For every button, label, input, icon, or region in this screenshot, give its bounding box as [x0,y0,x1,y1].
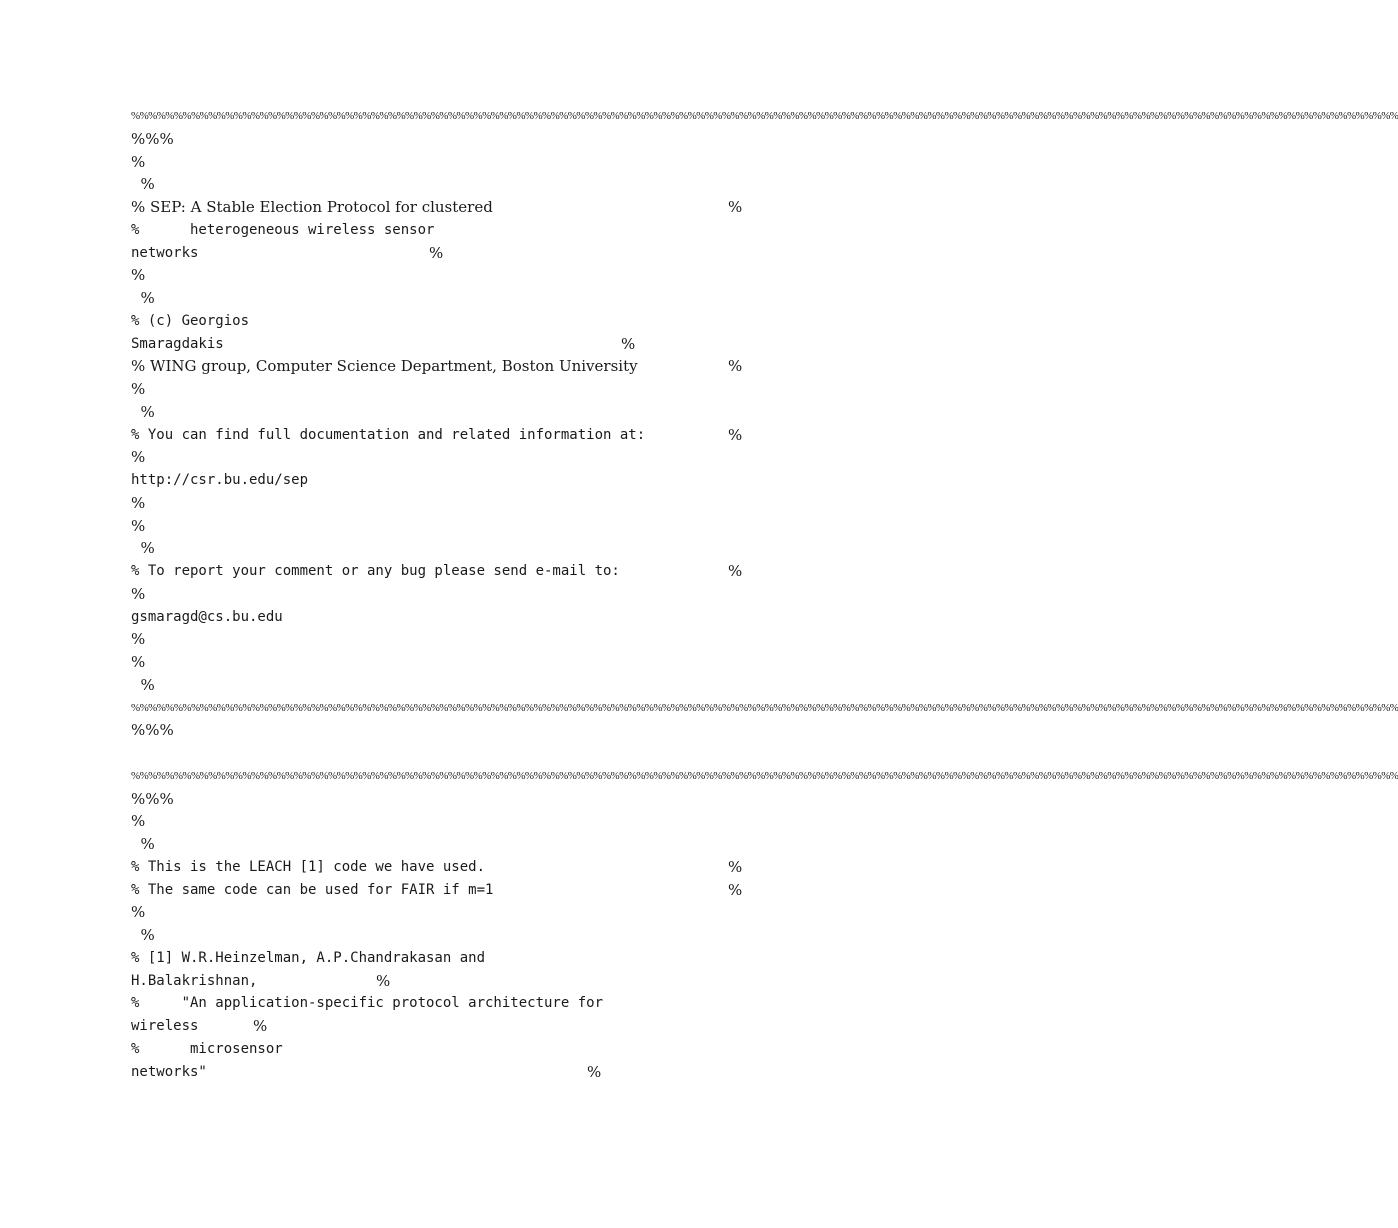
comment-line: % [131,380,146,398]
comment-line: % heterogeneous wireless sensor [131,222,435,238]
right-percent: % [587,1063,602,1081]
right-percent: % [621,335,636,353]
comment-line: % (c) Georgios [131,313,250,329]
right-percent: % [728,198,743,216]
comment-line: %%% [131,721,174,739]
comment-line: % [131,266,146,284]
right-percent: % [728,357,743,375]
comment-line: % The same code can be used for FAIR if m=1 [131,882,494,898]
comment-line: % microsensor [131,1041,283,1057]
right-percent: % [429,244,444,262]
url-text: http://csr.bu.edu/sep [131,472,309,488]
comment-line: %%% [131,130,174,148]
comment-line: % [131,835,155,853]
comment-line: % [1] W.R.Heinzelman, A.P.Chandrakasan and [131,950,486,966]
right-percent: % [376,972,391,990]
right-percent: % [728,562,743,580]
comment-line: % [131,585,146,603]
comment-line: % This is the LEACH [1] code we have used. [131,859,486,875]
right-percent: % [253,1017,268,1035]
comment-line: % [131,403,155,421]
comment-line: % [131,676,155,694]
comment-line: % [131,903,146,921]
comment-rule: %%%%%%%%%%%%%%%%%%%%%%%%%%%%%%%%%%%%%%%%%%%%%%%%%%%%%%%%%%%%%%%%%%%%%%%%%%%%%%%%%%%%%%%%%%%%%%%%%%%%%%%%%%%%%%%%%%%%%%%%%%%%%%%%%%%%%%%%%%%%%%%%%%%% [131,110,1398,122]
comment-line: % [131,653,146,671]
comment-line: % [131,494,146,512]
comment-line: % You can find full documentation and related information at: [131,427,646,443]
comment-line: % [131,175,155,193]
comment-rule: %%%%%%%%%%%%%%%%%%%%%%%%%%%%%%%%%%%%%%%%%%%%%%%%%%%%%%%%%%%%%%%%%%%%%%%%%%%%%%%%%%%%%%%%%%%%%%%%%%%%%%%%%%%%%%%%%%%%%%%%%%%%%%%%%%%%%%%%%%%%%%%%%%%% [131,702,1398,714]
right-percent: % [728,426,743,444]
comment-line: % [131,448,146,466]
comment-line: % [131,539,155,557]
comment-line: % [131,153,146,171]
comment-line: networks" [131,1064,207,1080]
comment-line: H.Balakrishnan, [131,973,258,989]
comment-line: % [131,289,155,307]
comment-line: % [131,630,146,648]
comment-line: % [131,926,155,944]
email-text: gsmaragd@cs.bu.edu [131,609,283,625]
comment-line: % SEP: A Stable Election Protocol for clustered [131,198,493,216]
comment-rule: %%%%%%%%%%%%%%%%%%%%%%%%%%%%%%%%%%%%%%%%%%%%%%%%%%%%%%%%%%%%%%%%%%%%%%%%%%%%%%%%%%%%%%%%%%%%%%%%%%%%%%%%%%%%%%%%%%%%%%%%%%%%%%%%%%%%%%%%%%%%%%%%%%%% [131,770,1398,782]
right-percent: % [728,881,743,899]
comment-line: % "An application-specific protocol architecture for [131,995,604,1011]
comment-line: %%% [131,790,174,808]
comment-line: Smaragdakis [131,336,224,352]
comment-line: wireless [131,1018,199,1034]
comment-line: % WING group, Computer Science Department, Boston University [131,357,638,375]
comment-line: % To report your comment or any bug please send e-mail to: [131,563,620,579]
right-percent: % [728,858,743,876]
comment-line: % [131,812,146,830]
comment-line: networks [131,245,199,261]
comment-line: % [131,517,146,535]
